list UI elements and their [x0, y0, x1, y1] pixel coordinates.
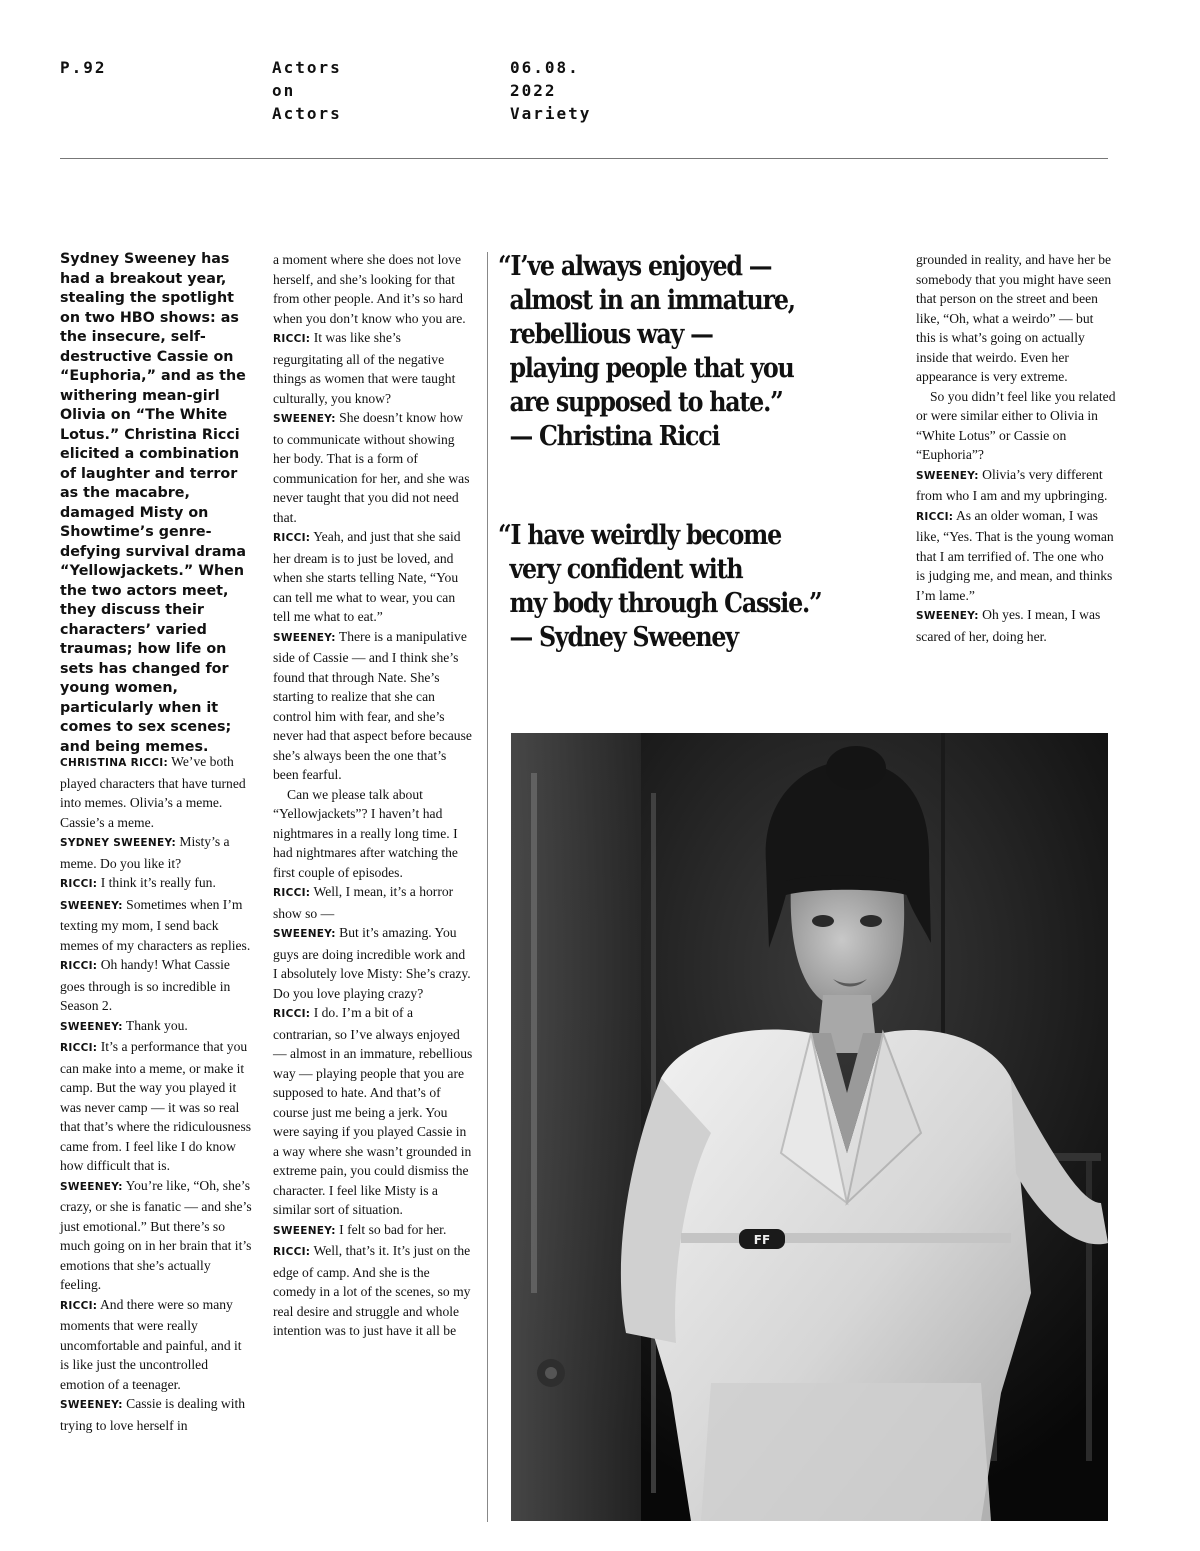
article-paragraph [916, 250, 1116, 387]
paragraph-text: As an older woman, I was like, “Yes. That is the young woman that I am terrified of. The one who is judging me, and mean, and thinks I’m lame.” [916, 507, 1114, 603]
section-label [272, 56, 342, 125]
pull-quote-line: rebellious way — [509, 319, 713, 350]
speaker-label: SWEENEY: [916, 610, 979, 622]
paragraph-text: Oh handy! What Cassie goes through is so incredible in Season 2. [60, 957, 231, 1013]
pull-quote-ricci [498, 250, 795, 454]
publication-name: Variety [510, 104, 592, 123]
paragraph-text: Sometimes when I’m texting my mom, I send back memes of my characters as replies. [60, 896, 251, 953]
article-column-1 [60, 752, 252, 1435]
article-paragraph [60, 1037, 252, 1176]
article-paragraph [273, 250, 473, 328]
article-paragraph [60, 1394, 252, 1435]
paragraph-text: I felt so bad for her. [335, 1221, 447, 1237]
article-paragraph [60, 1016, 252, 1038]
paragraph-text: Can we please talk about “Yellowjackets”? I haven’t had nightmares in a really long time. I had nightmares after watching the first couple of episodes. [273, 786, 458, 880]
article-paragraph [273, 408, 473, 527]
paragraph-text: So you didn’t feel like you related or were similar either to Olivia in “White Lotus” or Cassie on “Euphoria”? [916, 388, 1116, 462]
paragraph-text: She doesn’t know how to communicate without showing her body. That is a form of communication for her, and she was never taught that you did not need that. [273, 410, 470, 525]
speaker-label: RICCI: [60, 1299, 98, 1312]
speaker-label: RICCI: [273, 1008, 311, 1020]
section-line: on [272, 81, 296, 100]
speaker-label: RICCI: [60, 1042, 98, 1054]
paragraph-text: Misty’s a meme. Do you like it? [60, 834, 230, 871]
speaker-label: SWEENEY: [916, 469, 979, 482]
speaker-label: RICCI: [273, 887, 311, 899]
article-paragraph [273, 328, 473, 408]
speaker-label: SWEENEY: [60, 1020, 123, 1033]
pull-quote-line: my body through Cassie.” [509, 588, 822, 619]
pull-quote-line: almost in an immature, [509, 285, 795, 316]
article-paragraph [273, 1003, 473, 1220]
paragraph-text: grounded in reality, and have her be somebody that you might have seen that person on the street and been like, “Oh, what a weirdo” — but this is what’s going on actually inside that weirdo. Even her appearance is very extreme. [916, 252, 1112, 384]
paragraph-text: Cassie is dealing with trying to love herself in [60, 1396, 246, 1433]
article-paragraph [916, 605, 1116, 646]
speaker-label: RICCI: [273, 532, 311, 544]
speaker-label: SYDNEY SWEENEY: [60, 837, 176, 849]
portrait-photo [511, 733, 1108, 1521]
speaker-label: SWEENEY: [60, 1180, 123, 1193]
date-line: 06.08. [510, 58, 580, 77]
article-paragraph [273, 1241, 473, 1341]
article-paragraph [60, 1176, 252, 1295]
paragraph-text: But it’s amazing. You guys are doing incredible work and I absolutely love Misty: She’s crazy. Do you love playing crazy? [273, 925, 471, 1001]
article-column-2 [273, 250, 473, 1341]
article-paragraph [273, 785, 473, 883]
speaker-label: CHRISTINA RICCI: [60, 757, 168, 769]
paragraph-text: And there were so many moments that were really uncomfortable and painful, and it is like just the uncontrolled emotion of a teenager. [60, 1296, 242, 1392]
paragraph-text: Well, that’s it. It’s just on the edge of camp. And she is the comedy in a lot of the scenes, so my real desire and struggle and whole intention was to just have it all be [273, 1243, 471, 1338]
pull-quote-line: are supposed to hate.” [509, 387, 783, 418]
speaker-label: SWEENEY: [273, 413, 336, 425]
intro-deck: Sydney Sweeney has had a breakout year, stealing the spotlight on two HBO shows: as the insecure, self-destructive Cassie on “Euphoria,” and as the withering mean-girl Olivia on “The White Lotus.” Christina Ricci elicited a combination of laughter and terror as the macabre, damaged Misty on Showtime’s genre-defying survival drama “Yellowjackets.” When the two actors meet, they discuss their characters’ varied traumas; how life on sets has changed for young women, particularly when it comes to sex scenes; and being memes. [60, 251, 247, 755]
article-paragraph [60, 832, 252, 873]
paragraph-text: I think it’s really fun. [97, 875, 216, 890]
pull-quote-line: very confident with [509, 554, 743, 585]
article-paragraph [60, 873, 252, 895]
article-paragraph [916, 506, 1116, 606]
pull-quote-attribution: — Christina Ricci [509, 421, 720, 452]
article-paragraph [60, 1295, 252, 1395]
paragraph-text: You’re like, “Oh, she’s crazy, or she is fanatic — and she’s just emotional.” But there’s so much going on in her brain that it’s emotions that she’s actually feeling. [60, 1177, 252, 1292]
speaker-label: RICCI: [916, 510, 954, 523]
article-paragraph [60, 955, 252, 1016]
article-paragraph [60, 752, 252, 832]
paragraph-text: It was like she’s regurgitating all of the negative things as women that were taught culturally, you know? [273, 330, 456, 406]
speaker-label: RICCI: [273, 1246, 311, 1258]
paragraph-text: There is a manipulative side of Cassie — and I think she’s found that through Nate. She’s starting to realize that she can control him with fear, and she’s never had that aspect before because she’s always been the one that’s been fearful. [273, 628, 472, 782]
speaker-label: SWEENEY: [60, 1399, 123, 1411]
paragraph-text: Yeah, and just that she said her dream is to just be loved, and when she starts telling Nate, “You can tell me what to wear, you can tell me what to eat.” [273, 529, 461, 624]
speaker-label: SWEENEY: [60, 899, 123, 912]
pull-quote-line: “I have weirdly become [498, 520, 781, 551]
pull-quote-sweeney [498, 519, 821, 655]
article-paragraph [916, 465, 1116, 506]
article-paragraph [273, 882, 473, 923]
paragraph-text: I do. I’m a bit of a contrarian, so I’ve always enjoyed — almost in an immature, rebellious way — playing people that you are supposed to hate. And that’s of course just me being a jerk. You were saying if you played Cassie in a way where she wasn’t grounded in extreme pain, you could dismiss the character. I feel like Misty is a similar sort of situation. [273, 1005, 473, 1217]
date-line: 2022 [510, 81, 557, 100]
issue-date [510, 56, 591, 125]
paragraph-text: Thank you. [122, 1017, 188, 1033]
section-line: Actors [272, 58, 342, 77]
paragraph-text: a moment where she does not love herself, and she’s looking for that from other people. And it’s so hard when you don’t know who you are. [273, 252, 466, 326]
paragraph-text: Well, I mean, it’s a horror show so — [273, 884, 454, 921]
paragraph-text: We’ve both played characters that have turned into memes. Olivia’s a meme. Cassie’s a meme. [60, 754, 246, 830]
speaker-label: SWEENEY: [273, 928, 336, 940]
pull-quote-attribution: — Sydney Sweeney [509, 622, 738, 653]
paragraph-text: Olivia’s very different from who I am and my upbringing. [916, 466, 1108, 503]
section-line: Actors [272, 104, 342, 123]
page-number: P.92 [60, 58, 107, 77]
pull-quote-line: “I’ve always enjoyed — [498, 251, 772, 282]
speaker-label: RICCI: [273, 333, 311, 345]
pull-quote-line: playing people that you [509, 353, 794, 384]
article-paragraph [273, 527, 473, 627]
speaker-label: RICCI: [60, 878, 98, 890]
article-paragraph [60, 895, 252, 956]
article-paragraph [273, 627, 473, 785]
paragraph-text: Oh yes. I mean, I was scared of her, doing her. [916, 607, 1101, 644]
speaker-label: SWEENEY: [273, 1224, 336, 1237]
article-paragraph [916, 387, 1116, 465]
article-paragraph [273, 1220, 473, 1242]
speaker-label: RICCI: [60, 960, 98, 972]
article-column-3 [916, 250, 1116, 646]
belt-buckle-logo: FF [753, 1233, 771, 1247]
speaker-label: SWEENEY: [273, 631, 336, 644]
column-divider [487, 252, 488, 1522]
paragraph-text: It’s a performance that you can make into a meme, or make it camp. But the way you played it was never camp — it was so real that that’s where the ridiculousness came from. I feel like I do know how difficult that is. [60, 1039, 252, 1173]
header-divider [60, 158, 1108, 159]
article-paragraph [273, 923, 473, 1003]
